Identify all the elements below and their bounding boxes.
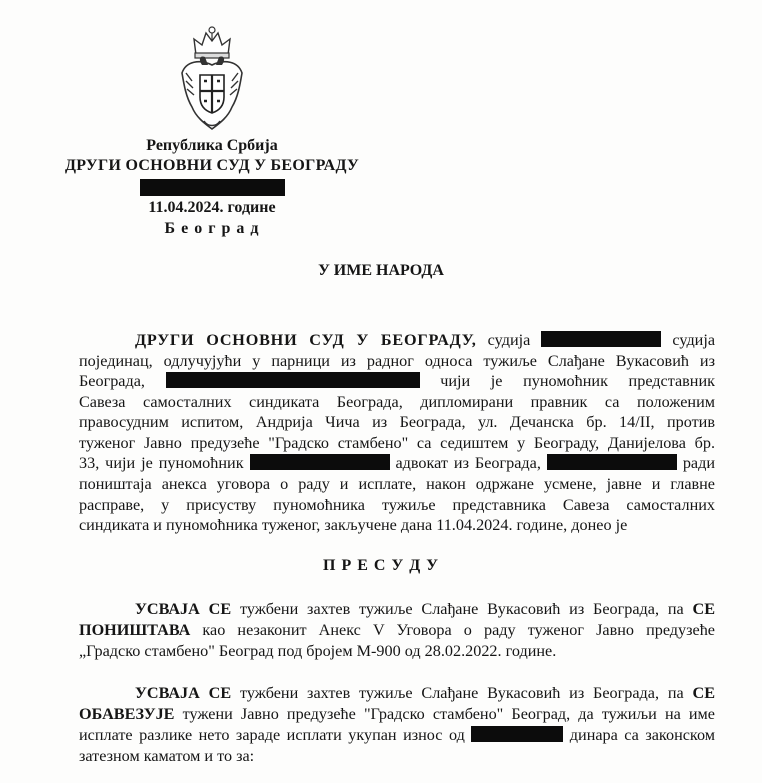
- p1-annuls: ПОНИШТАВА: [79, 621, 191, 639]
- p2-currency: динара са законском: [569, 726, 715, 744]
- p2-obliges: ОБАВЕЗУЈЕ: [79, 705, 175, 723]
- intro-city: Београда,: [79, 372, 145, 390]
- redacted-address: [166, 372, 420, 388]
- p1-line-1: [135, 600, 715, 619]
- intro-defendant-attorney: 33, чији је пуномоћник: [79, 454, 244, 472]
- intro-lawyer-city: адвокат из Београда,: [395, 454, 541, 472]
- redacted-amount: [471, 726, 563, 742]
- p1-line-3: „Градско стамбено" Београд под бројем М-900 од 28.02.2022. године.: [79, 642, 557, 660]
- document-city: Б е о г р а д: [164, 220, 260, 237]
- redacted-lawyer: [250, 454, 390, 470]
- intro-attorney: чији је пуномоћник представник: [440, 372, 715, 390]
- p2-se: СЕ: [692, 684, 716, 702]
- p2-line-2: [79, 705, 715, 724]
- intro-line-10: синдиката и пуномоћника туженог, закључене дана 11.04.2024. године, донео је: [79, 516, 628, 534]
- intro-line-8: поништаја анекса уговора о раду и исплате, након одржане усмене, јавне и главне: [79, 475, 715, 493]
- p2-defendant: тужени Јавно предузеће "Градско стамбено" Београд, да тужиљи на име: [182, 705, 715, 723]
- redacted-judge: [541, 331, 661, 347]
- republic-label: Република Србија: [146, 137, 278, 154]
- p2-payment: исплате разлике нето зараде исплати укупан износ од: [79, 726, 465, 744]
- document-title: У ИМЕ НАРОДА: [318, 262, 444, 279]
- court-name: ДРУГИ ОСНОВНИ СУД У БЕОГРАДУ: [64, 157, 360, 174]
- intro-line-1: [135, 331, 715, 350]
- intro-judge-label-2: судија: [672, 331, 716, 349]
- p2-claim: тужбени захтев тужиље Слађане Вукасовић из Београда, па: [239, 684, 684, 702]
- intro-for: ради: [682, 454, 715, 472]
- intro-line-2: појединац, одлучујући у парници из радног односа тужиље Слађане Вукасовић из: [79, 352, 715, 370]
- p1-line-2: [79, 621, 715, 640]
- coat-of-arms-icon: [178, 25, 246, 135]
- document-date: 11.04.2024. године: [148, 199, 276, 216]
- p2-line-1: [135, 684, 715, 703]
- p2-grants: УСВАЈА СЕ: [135, 684, 232, 702]
- p1-claim: тужбени захтев тужиље Слађане Вукасовић из Београда, па: [239, 600, 684, 618]
- intro-line-9: расправе, у присуству пуномоћника тужиље представника Савеза самосталних: [79, 496, 715, 514]
- redacted-case-number: [140, 179, 285, 196]
- p1-se: СЕ: [692, 600, 716, 618]
- intro-line-4: Савеза самосталних синдиката Београда, дипломирани правник са положеним: [79, 393, 715, 411]
- intro-line-5: правосудним испитом, Андрија Чича из Београда, ул. Дечанска бр. 14/II, против: [79, 413, 715, 431]
- redacted-lawyer-address: [547, 454, 677, 470]
- intro-court: ДРУГИ ОСНОВНИ СУД У БЕОГРАДУ,: [135, 331, 477, 349]
- intro-line-3: [79, 372, 715, 391]
- p1-annex: као незаконит Анекс V Уговора о раду туженог Јавно предузеће: [202, 621, 715, 639]
- p2-line-4: затезном каматом и то за:: [79, 747, 255, 765]
- intro-judge-label: судија: [487, 331, 531, 349]
- p1-grants: УСВАЈА СЕ: [135, 600, 232, 618]
- verdict-heading: П Р Е С У Д У: [323, 557, 439, 574]
- intro-line-6: туженог Јавно предузеће "Градско стамбено" са седиштем у Београду, Данијелова бр.: [79, 434, 715, 452]
- intro-line-7: [79, 454, 715, 473]
- p2-line-3: [79, 726, 715, 745]
